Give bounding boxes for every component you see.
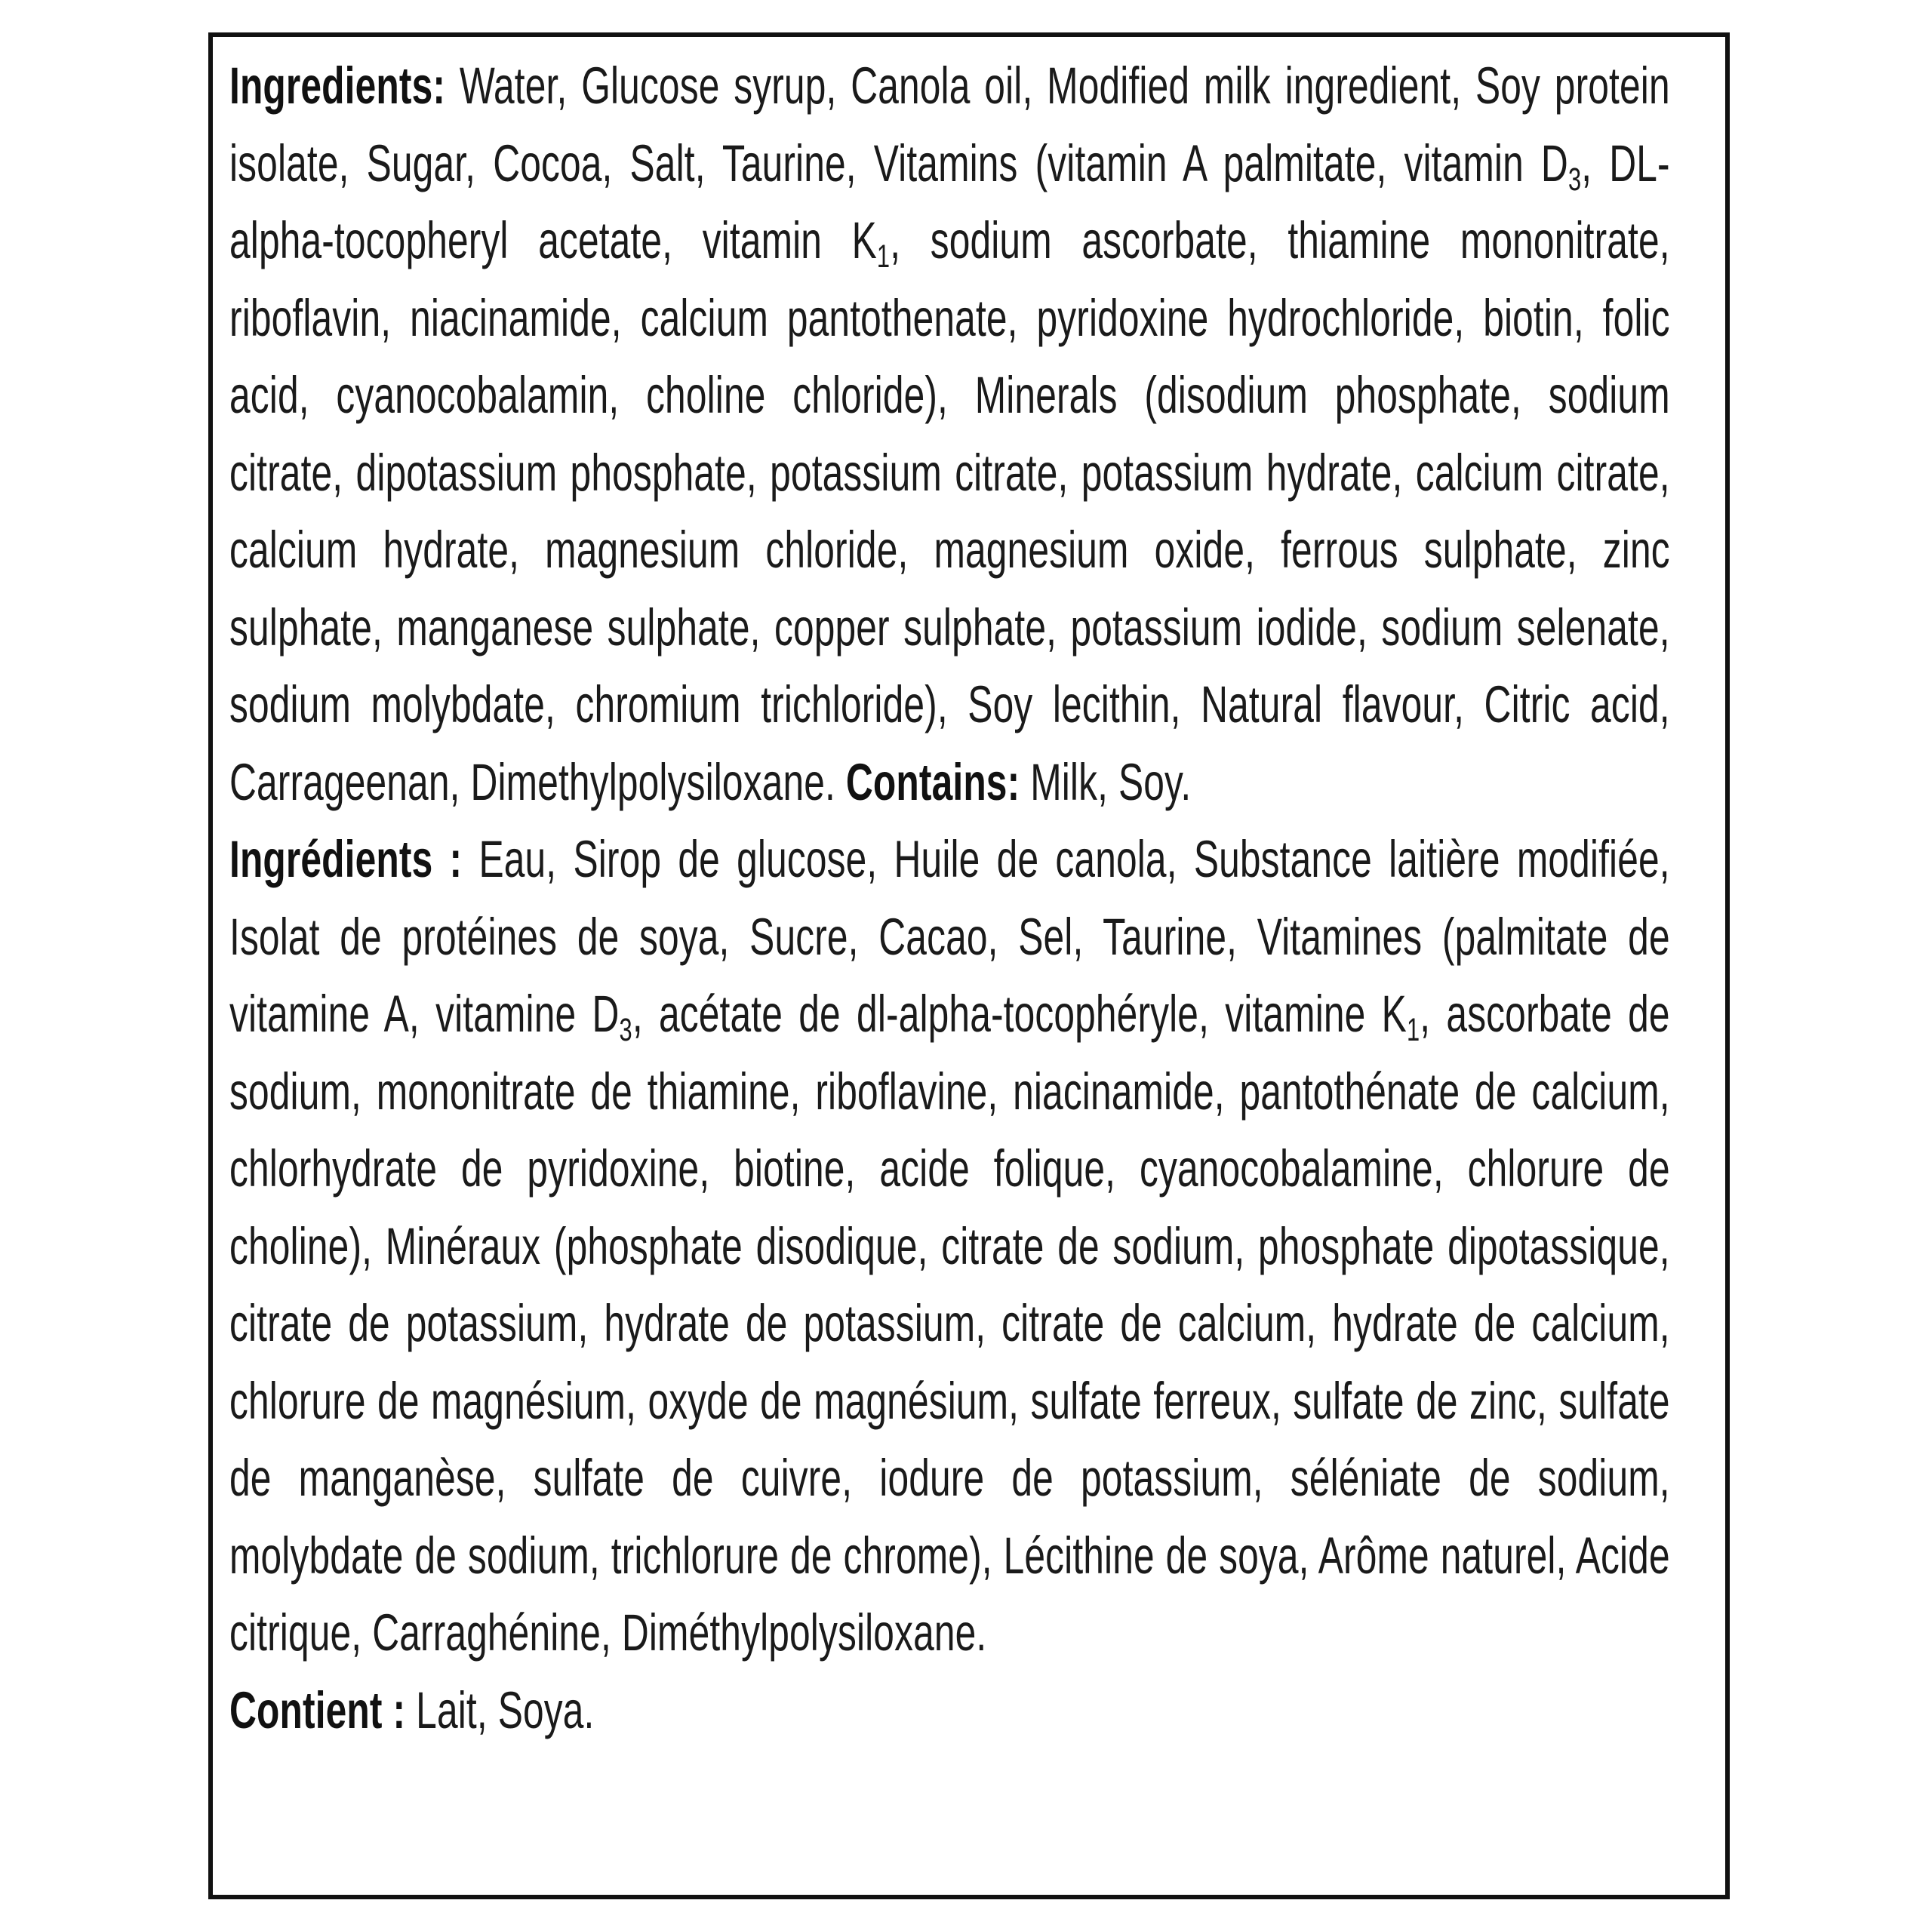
english-subscript-k: 1 (876, 238, 891, 275)
english-contains-heading: Contains: (845, 752, 1020, 811)
english-text-part-1: Water, Glucose syrup, Canola oil, Modified milk ingredient, Soy protein isolate, Sugar, Cocoa, Salt, Taurine, Vitamins (vitamin A palmitate, vitamin D (229, 57, 1670, 192)
english-ingredients-heading: Ingredients: (229, 57, 446, 115)
french-contains-text: Lait, Soya. (405, 1680, 595, 1739)
french-subscript-d: 3 (619, 1011, 632, 1048)
english-subscript-d: 3 (1567, 161, 1582, 198)
ingredients-panel (208, 32, 1730, 1899)
english-contains-text: Milk, Soy. (1020, 752, 1192, 811)
french-text-part-1: Eau, Sirop de glucose, Huile de canola, Substance laitière modifiée, Isolat de protéines de soya, Sucre, Cacao, Sel, Taurine, Vitamines (palmitate de vitamine A, vitamine D (229, 830, 1670, 1043)
french-subscript-k: 1 (1406, 1011, 1420, 1048)
french-text-part-2: , acétate de dl-alpha-tocophéryle, vitamine K (632, 985, 1407, 1043)
french-text-part-3: , ascorbate de sodium, mononitrate de thiamine, riboflavine, niacinamide, pantothénate de calcium, chlorhydrate de pyridoxine, biotine, acide folique, cyanocobalamine, chlorure de choline), Minéraux (phosphate disodique, citrate de sodium, phosphate dipotassique, citrate de potassium, hydrate de potassium, citrate de calcium, hydrate de calcium, chlorure de magnésium, oxyde de magnésium, sulfate ferreux, sulfate de zinc, sulfate de manganèse, sulfate de cuivre, iodure de potassium, séléniate de sodium, molybdate de sodium, trichlorure de chrome), Lécithine de soya, Arôme naturel, Acide citrique, Carraghénine, Diméthylpolysiloxane. (229, 985, 1670, 1662)
french-ingredients-heading: Ingrédients : (229, 830, 463, 888)
english-text-part-2: , DL-alpha-tocopheryl acetate, vitamin K (229, 134, 1670, 269)
french-ingredients (229, 821, 1670, 1672)
french-contains-heading: Contient : (229, 1680, 406, 1739)
english-text-part-3: , sodium ascorbate, thiamine mononitrate, riboflavin, niacinamide, calcium pantothenate, pyridoxine hydrochloride, biotin, folic acid, cyanocobalamin, choline chloride), Minerals (disodium phosphate, sodium citrate, dipotassium phosphate, potassium citrate, potassium hydrate, calcium citrate, calcium hydrate, magnesium chloride, magnesium oxide, ferrous sulphate, zinc sulphate, manganese sulphate, copper sulphate, potassium iodide, sodium selenate, sodium molybdate, chromium trichloride), Soy lecithin, Natural flavour, Citric acid, Carrageenan, Dimethylpolysiloxane. (229, 211, 1670, 811)
english-ingredients (229, 48, 1670, 821)
french-contains (229, 1672, 1670, 1750)
